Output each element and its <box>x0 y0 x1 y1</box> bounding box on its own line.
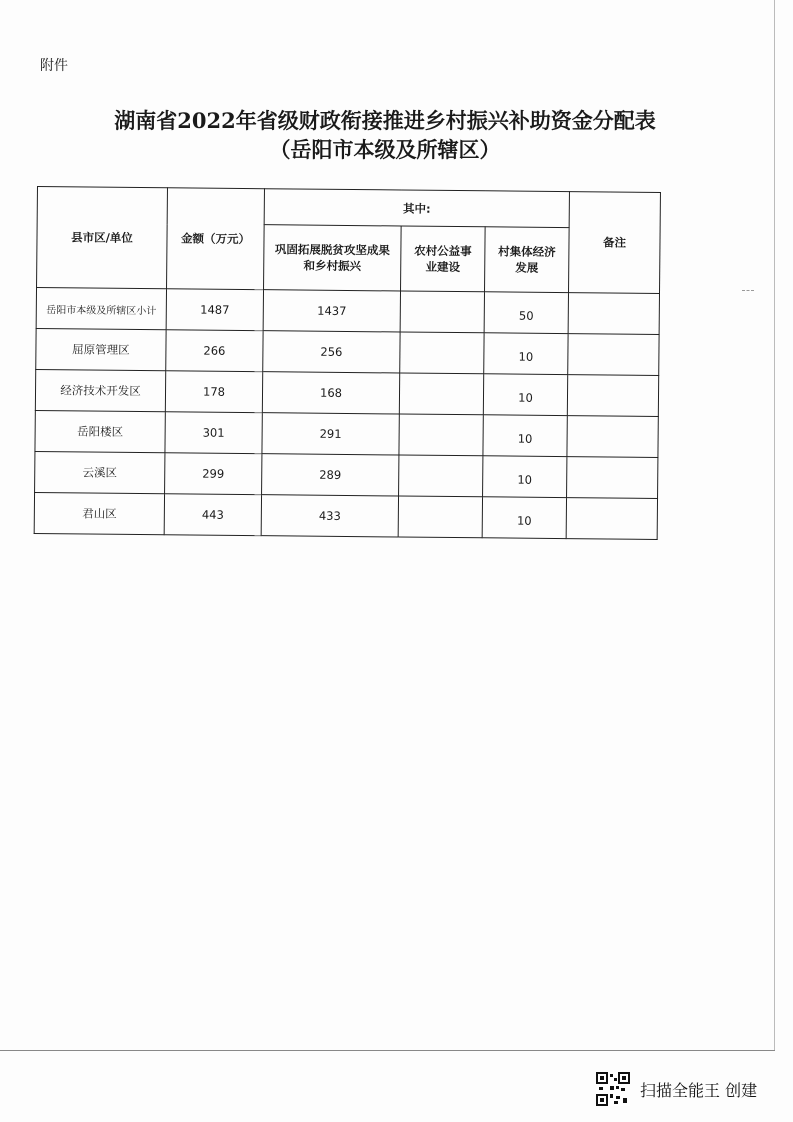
table-row <box>35 369 658 416</box>
cell-note <box>568 293 659 335</box>
cell-amount: 299 <box>165 453 262 495</box>
cell-note <box>567 416 658 458</box>
document-subtitle: （岳阳市本级及所辖区） <box>269 137 501 162</box>
header-sub-b <box>401 226 486 292</box>
allocation-table-wrapper <box>34 186 661 540</box>
qr-code-icon <box>596 1072 630 1106</box>
attachment-label: 附件 <box>40 58 68 74</box>
footer-divider <box>0 1050 775 1051</box>
cell-amount: 301 <box>165 412 262 454</box>
cell-sub-a: 291 <box>262 413 399 455</box>
cell-sub-b <box>399 373 483 415</box>
cell-sub-a: 433 <box>261 495 398 537</box>
cell-unit: 君山区 <box>34 492 164 534</box>
cell-sub-b <box>398 496 482 538</box>
cell-sub-c: 10 <box>483 456 567 498</box>
cell-unit: 屈原管理区 <box>36 328 166 370</box>
cell-amount: 266 <box>166 330 263 372</box>
cell-note <box>568 334 659 376</box>
cell-sub-b <box>400 332 484 374</box>
cell-sub-c: 50 <box>484 292 568 334</box>
header-sub-c-text: 村集体经济发展 <box>498 244 556 275</box>
cell-amount: 178 <box>165 371 262 413</box>
scanner-brand-text: 扫描全能王 创建 <box>640 1081 758 1100</box>
cell-note <box>566 498 657 540</box>
header-unit: 县市区/单位 <box>37 187 168 289</box>
cell-sub-c: 10 <box>482 497 566 539</box>
header-sub-a-text: 巩固拓展脱贫攻坚成果和乡村振兴 <box>274 242 390 274</box>
cell-amount: 1487 <box>166 289 263 331</box>
table-body <box>34 288 659 540</box>
cell-note <box>567 457 658 499</box>
header-sub-c <box>485 227 570 293</box>
header-row <box>37 187 660 229</box>
table-row <box>36 328 659 375</box>
header-sub-b-text: 农村公益事业建设 <box>414 243 472 275</box>
cell-unit: 岳阳市本级及所辖区小计 <box>36 288 166 330</box>
table-row <box>35 451 658 498</box>
cell-unit: 经济技术开发区 <box>35 369 165 411</box>
cell-sub-c: 10 <box>484 333 568 375</box>
cell-amount: 443 <box>164 494 261 536</box>
allocation-table <box>34 186 661 540</box>
header-group: 其中: <box>264 189 569 228</box>
cell-sub-a: 289 <box>262 454 399 496</box>
cell-sub-a: 1437 <box>263 290 400 332</box>
cell-sub-b <box>400 291 484 333</box>
header-amount: 金额（万元） <box>167 188 265 290</box>
cell-unit: 岳阳楼区 <box>35 410 165 452</box>
cell-note <box>567 375 658 417</box>
cell-sub-a: 256 <box>263 331 400 373</box>
cell-sub-c: 10 <box>483 415 567 457</box>
header-sub-a <box>264 225 402 291</box>
cell-sub-c: 10 <box>483 374 567 416</box>
cell-sub-b <box>399 414 483 456</box>
scan-mark <box>742 290 754 291</box>
header-note: 备注 <box>569 192 661 294</box>
cell-unit: 云溪区 <box>35 451 165 493</box>
document-title: 湖南省2022年省级财政衔接推进乡村振兴补助资金分配表 <box>114 108 656 133</box>
table-row <box>34 492 657 539</box>
cell-sub-b <box>399 455 483 497</box>
table-row <box>35 410 658 457</box>
table-row <box>36 288 659 335</box>
page-edge <box>774 0 775 1050</box>
cell-sub-a: 168 <box>262 372 399 414</box>
